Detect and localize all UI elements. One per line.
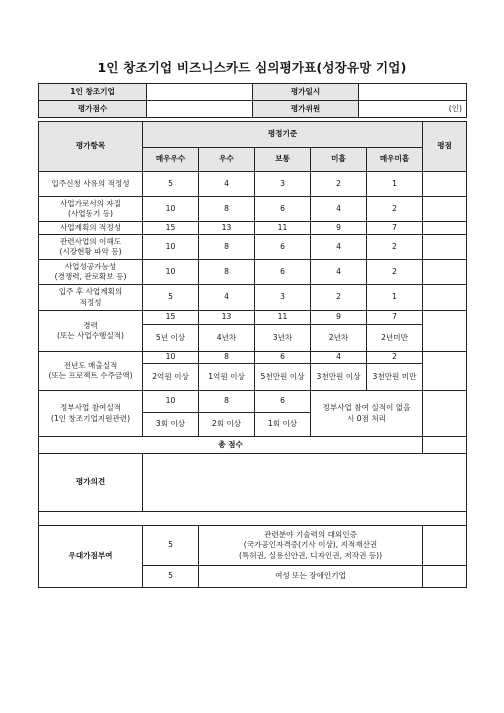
score-cell: 4 [311, 235, 367, 260]
total-label: 총 점수 [39, 437, 423, 454]
bonus-label: 우대가점부여 [39, 526, 143, 588]
item-label: 전년도 매출실적 (또는 프로젝트 수주금액) [39, 352, 143, 391]
criteria-cell: 3천만원 이상 [311, 364, 367, 391]
criteria-cell: 3회 이상 [143, 413, 199, 437]
score-cell: 2 [311, 172, 367, 197]
score-cell: 7 [367, 222, 423, 235]
opinion-row [39, 454, 467, 512]
opinion-field[interactable] [143, 454, 467, 512]
score-cell: 8 [199, 391, 255, 413]
score-cell: 8 [199, 352, 255, 364]
score-cell: 8 [199, 197, 255, 222]
bonus-desc: 여성 또는 장애인기업 [199, 566, 423, 588]
score-cell: 1 [367, 172, 423, 197]
evaluation-table [38, 121, 467, 588]
bonus-row [39, 526, 467, 566]
bonus-check[interactable] [423, 566, 467, 588]
score-cell: 13 [199, 311, 255, 325]
score-cell: 2 [367, 235, 423, 260]
item-label: 입주 후 사업계획의 적정성 [39, 285, 143, 311]
rating-cell[interactable] [423, 285, 467, 311]
criteria-cell: 3년차 [255, 325, 311, 352]
score-cell: 11 [255, 311, 311, 325]
score-cell: 3 [255, 172, 311, 197]
score-cell: 5 [143, 285, 199, 311]
table-row [39, 311, 467, 325]
score-cell: 13 [199, 222, 255, 235]
enterprise-field[interactable] [147, 84, 253, 101]
score-cell: 2 [367, 260, 423, 285]
score-cell: 11 [255, 222, 311, 235]
score-cell: 8 [199, 260, 255, 285]
table-row [39, 260, 467, 285]
rating-header: 평점 [423, 122, 467, 172]
spacer-cell [39, 512, 467, 526]
score-cell: 1 [367, 285, 423, 311]
date-field[interactable] [359, 84, 467, 101]
item-label: 사업가로서의 자질 (사업동기 등) [39, 197, 143, 222]
score-cell: 10 [143, 260, 199, 285]
score-cell: 10 [143, 352, 199, 364]
grade-header: 보통 [255, 148, 311, 172]
rating-cell[interactable] [423, 235, 467, 260]
score-cell: 9 [311, 311, 367, 325]
item-label: 사업계획의 적정성 [39, 222, 143, 235]
criteria-cell: 1회 이상 [255, 413, 311, 437]
info-table [38, 83, 467, 118]
rating-cell[interactable] [423, 172, 467, 197]
table-row [39, 285, 467, 311]
item-header: 평가항목 [39, 122, 143, 172]
score-cell: 7 [367, 311, 423, 325]
opinion-label: 평가의견 [39, 454, 143, 512]
criteria-cell: 5천만원 이상 [255, 364, 311, 391]
score-cell: 2 [367, 352, 423, 364]
table-row [39, 222, 467, 235]
grade-header: 매우미흡 [367, 148, 423, 172]
score-cell: 6 [255, 260, 311, 285]
score-cell: 2 [367, 197, 423, 222]
evaluator-signature[interactable]: (인) [359, 101, 467, 118]
score-cell: 10 [143, 391, 199, 413]
criteria-header: 평정기준 [143, 122, 423, 148]
table-row [39, 391, 467, 413]
score-cell: 6 [255, 197, 311, 222]
grade-header: 미흡 [311, 148, 367, 172]
score-cell: 4 [199, 285, 255, 311]
criteria-cell: 2억원 이상 [143, 364, 199, 391]
score-cell: 6 [255, 352, 311, 364]
table-row [39, 352, 467, 364]
item-label: 관련사업의 이해도 (시장현황 파악 등) [39, 235, 143, 260]
table-row [39, 197, 467, 222]
grade-header: 매우우수 [143, 148, 199, 172]
criteria-cell: 5년 이상 [143, 325, 199, 352]
rating-cell[interactable] [423, 197, 467, 222]
score-cell: 2 [311, 285, 367, 311]
score-cell: 3 [255, 285, 311, 311]
table-row [39, 172, 467, 197]
date-label: 평가일시 [253, 84, 359, 101]
item-label: 정부사업 참여실적 (1인 창조기업지원관련) [39, 391, 143, 437]
score-cell: 4 [311, 197, 367, 222]
bonus-desc: 관련분야 기술력의 대외인증 (국가공인자격증(기사 이상), 지적재산권 (특허권, 실용신안권, 디자인권, 저작권 등)) [199, 526, 423, 566]
bonus-score: 5 [143, 566, 199, 588]
item-label: 경력 (또는 사업수행실적) [39, 311, 143, 352]
enterprise-label: 1인 창조기업 [39, 84, 147, 101]
score-cell: 9 [311, 222, 367, 235]
item-label: 입주신청 사유의 적정성 [39, 172, 143, 197]
total-row [39, 437, 467, 454]
criteria-cell: 1억원 이상 [199, 364, 255, 391]
rating-cell[interactable] [423, 222, 467, 235]
criteria-cell: 4년차 [199, 325, 255, 352]
criteria-cell: 2년미만 [367, 325, 423, 352]
score-cell: 15 [143, 222, 199, 235]
criteria-cell: 2년차 [311, 325, 367, 352]
score-cell: 4 [311, 260, 367, 285]
rating-cell[interactable] [423, 352, 467, 391]
bonus-check[interactable] [423, 526, 467, 566]
score-field[interactable] [147, 101, 253, 118]
page-title: 1인 창조기업 비즈니스카드 심의평가표(성장유망 기업) [97, 60, 407, 75]
score-cell: 10 [143, 235, 199, 260]
spacer-row [39, 512, 467, 526]
rating-cell[interactable] [423, 260, 467, 285]
criteria-cell: 2회 이상 [199, 413, 255, 437]
table-row [39, 235, 467, 260]
total-score-cell[interactable] [423, 437, 467, 454]
score-label: 평가점수 [39, 101, 147, 118]
item-label: 사업성공가능성 (경쟁력, 판로확보 등) [39, 260, 143, 285]
score-cell: 6 [255, 235, 311, 260]
rating-cell[interactable] [423, 391, 467, 437]
criteria-cell: 3천만원 미만 [367, 364, 423, 391]
rating-cell[interactable] [423, 311, 467, 352]
evaluator-label: 평가위원 [253, 101, 359, 118]
score-cell: 8 [199, 235, 255, 260]
score-cell: 15 [143, 311, 199, 325]
score-cell: 6 [255, 391, 311, 413]
score-cell: 10 [143, 197, 199, 222]
score-cell: 5 [143, 172, 199, 197]
score-cell: 4 [199, 172, 255, 197]
score-cell: 4 [311, 352, 367, 364]
grade-header: 우수 [199, 148, 255, 172]
bonus-score: 5 [143, 526, 199, 566]
gov-note: 정부사업 참여 실적이 없을 시 0점 처리 [311, 391, 423, 437]
